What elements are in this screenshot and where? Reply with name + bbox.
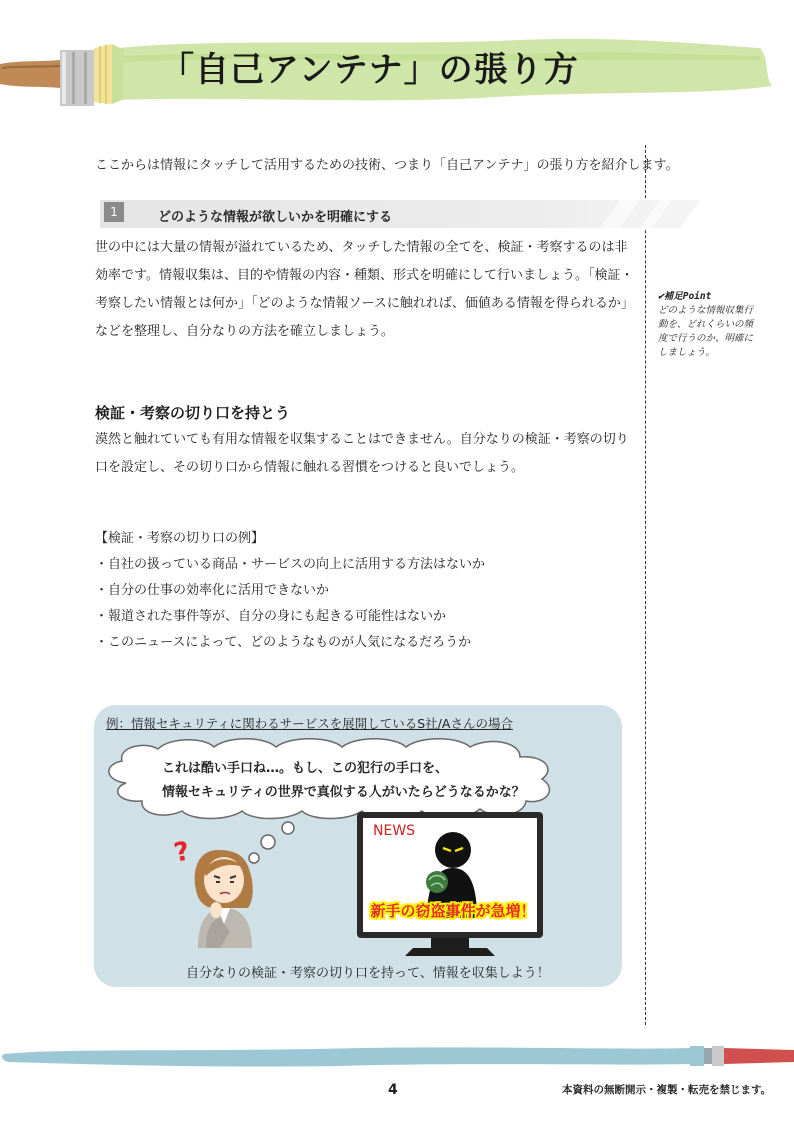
side-note [658,290,753,360]
thought-line-2: 情報セキュリティの世界で真似する人がいたらどうなるかな？ [162,785,525,800]
tv-headline: 新手の窃盗事件が急増！ [370,902,536,920]
intro-text: ここからは情報にタッチして活用するための技術、つまり「自己アンテナ」の張り方を紹介します。 [95,158,679,173]
question-mark-icon: ? [171,836,193,869]
thinking-woman-illustration [170,820,300,950]
copyright-notice: 本資料の無断開示・複製・転売を禁じます。 [562,1084,772,1096]
page-title: 「自己アンテナ」の張り方 [160,50,579,90]
section-number-badge: 1 [110,205,118,219]
footer-paintbrush-icon [0,1040,794,1070]
subsection-heading: 検証・考察の切り口を持とう [95,404,291,422]
subsection-paragraph: 漠然と触れていても有用な情報を収集することはできません。自分なりの検証・考察の切り口を設定し、その切り口から情報に触れる習慣をつけると良いでしょう。 [95,432,629,475]
example-list [95,526,640,656]
side-note-text: どのような情報収集行動を、どれくらいの頻度で行うのか、明確にしましょう。 [658,305,754,358]
list-item: ・報道された事件等が、自分の身にも起きる可能性はないか [95,609,447,624]
example-box-footer: 自分なりの検証・考察の切り口を持って、情報を収集しよう！ [186,966,550,981]
example-list-heading: 【検証・考察の切り口の例】 [95,531,265,546]
list-item: ・自社の扱っている商品・サービスの向上に活用する方法はないか [95,557,486,572]
side-note-title: ✔補足Point [658,291,712,302]
side-column-divider [645,145,646,1025]
section-title: どのような情報が欲しいかを明確にする [158,210,393,225]
list-item: ・自分の仕事の効率化に活用できないか [95,583,330,598]
list-item: ・このニュースによって、どのようなものが人気になるだろうか [95,635,472,650]
tv-news-label: NEWS [373,823,416,839]
section-paragraph: 世の中には大量の情報が溢れているため、タッチした情報の全てを、検証・考察するのは非効率です。情報収集は、目的や情報の内容・種類、形式を明確にして行いましょう。「検証・考察したい情報とは何か」「どのような情報ソースに触れれば、価値ある情報を得られるか」などを整理し、自分なりの方法を確立しましょう。 [95,240,634,339]
example-caption: 例：情報セキュリティに関わるサービスを展開しているS社/Aさんの場合 [106,716,513,731]
page-number: 4 [388,1082,398,1098]
thought-line-1: これは酷い手口ね…。もし、この犯行の手口を、 [162,761,449,776]
